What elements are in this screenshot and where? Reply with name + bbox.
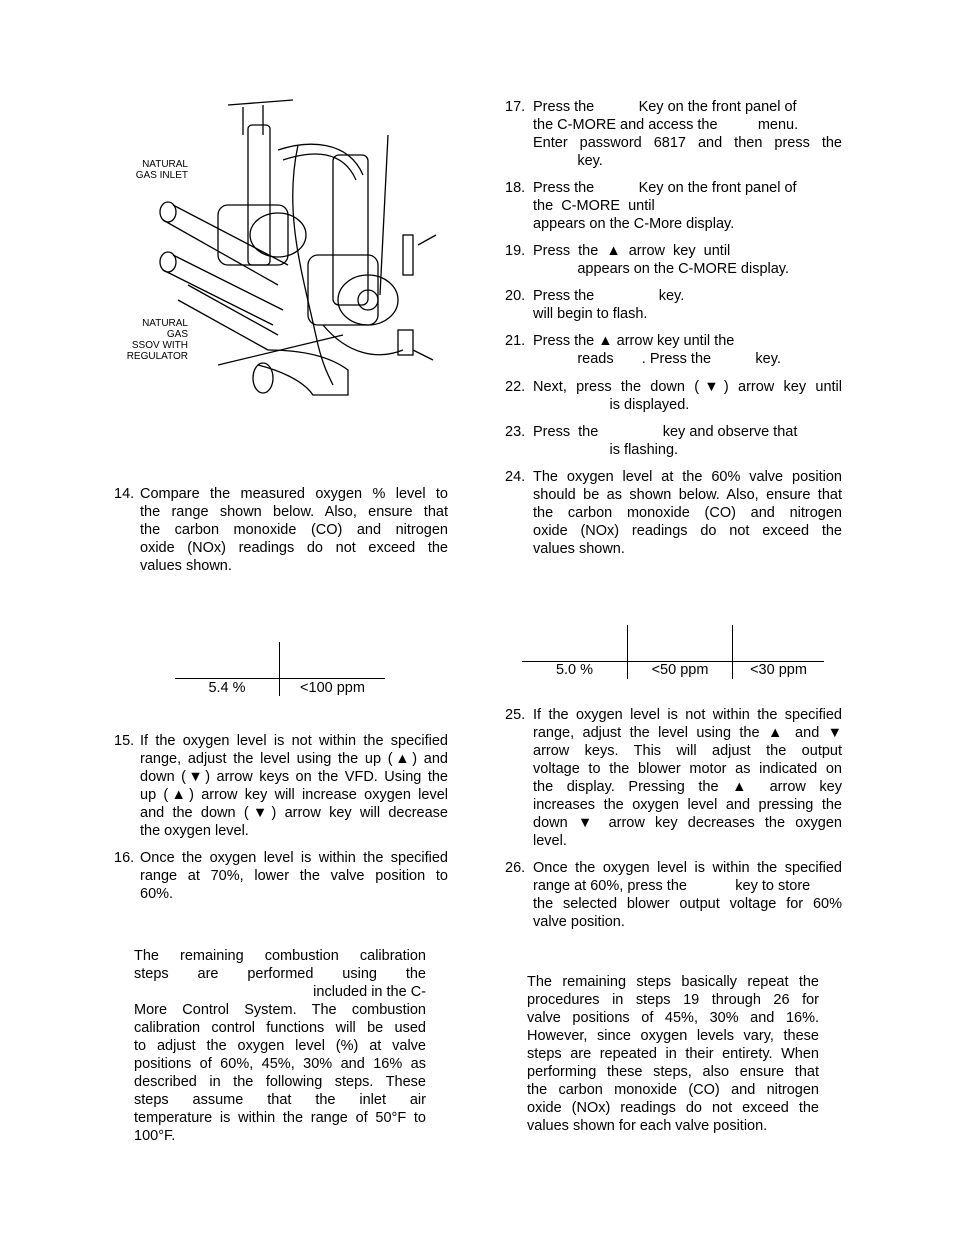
note-left-line: temperature is within the range of 50°F to — [134, 1110, 426, 1126]
note-left-line: calibration control functions will be used — [134, 1020, 426, 1036]
note-left-line: included in the C- — [313, 984, 426, 1000]
step-17-line: the C-MORE and access the menu. — [533, 117, 799, 133]
note-right-line: valve positions of 45%, 30% and 16%. — [527, 1010, 819, 1026]
note-left-line: positions of 60%, 45%, 30% and 16% as — [134, 1056, 426, 1072]
step-25-line: If the oxygen level is not within the specified — [533, 707, 842, 723]
step-26-line: Once the oxygen level is within the specified — [533, 860, 842, 876]
step-26-line: the selected blower output voltage for 60% — [533, 896, 842, 912]
note-right — [527, 973, 819, 1135]
step-21-number: 21. — [505, 333, 526, 349]
step-21-text — [533, 332, 842, 368]
step-18-line: appears on the C-More display. — [533, 216, 735, 232]
step-22-line: Next, press the down (▼) arrow key until — [533, 379, 842, 395]
step-18-text — [533, 179, 842, 233]
note-left-line: to adjust the oxygen level (%) at valve — [134, 1038, 426, 1054]
step-19-number: 19. — [505, 243, 526, 259]
step-25-line: voltage to the blower motor as indicated on — [533, 761, 842, 777]
note-left-line: 100°F. — [134, 1128, 176, 1144]
step-24-line: The oxygen level at the 60% valve position — [533, 469, 842, 485]
step-19-line: appears on the C-MORE display. — [533, 261, 790, 277]
step-15-number: 15. — [114, 733, 135, 749]
note-right-line: the carbon monoxide (CO) and nitrogen — [527, 1082, 819, 1098]
table-cell-oxygen: 5.0 % — [555, 662, 594, 678]
step-24-line: should be as shown below. Also, ensure that — [533, 487, 842, 503]
step-16-line: Once the oxygen level is within the specified — [140, 850, 448, 866]
table-cell-co: <50 ppm — [651, 662, 709, 678]
gas-train-figure — [118, 95, 448, 405]
note-left-line: More Control System. The combustion — [134, 1002, 426, 1018]
step-26-number: 26. — [505, 860, 526, 876]
step-19-line: Press the ▲ arrow key until — [533, 243, 731, 259]
step-20-text — [533, 287, 842, 323]
note-right-line: The remaining steps basically repeat the — [527, 974, 819, 990]
step-16-text — [140, 849, 448, 903]
step-20-number: 20. — [505, 288, 526, 304]
step-16-number: 16. — [114, 850, 135, 866]
step-26-line: range at 60%, press the key to store — [533, 878, 811, 894]
note-right-line: However, since oxygen levels vary, these — [527, 1028, 819, 1044]
note-right-line: oxide (NOx) readings do not exceed the — [527, 1100, 819, 1116]
step-24-number: 24. — [505, 469, 526, 485]
step-14-line: Compare the measured oxygen % level to — [140, 486, 448, 502]
step-23-line: is flashing. — [533, 442, 679, 458]
note-right-line: values shown for each valve position. — [527, 1118, 768, 1134]
step-23-number: 23. — [505, 424, 526, 440]
step-22-number: 22. — [505, 379, 526, 395]
step-25-line: arrow keys. This will adjust the output — [533, 743, 842, 759]
step-24-line: oxide (NOx) readings do not exceed the — [533, 523, 842, 539]
note-left-line: steps assume that the inlet air — [134, 1092, 426, 1108]
step-14-line: values shown. — [140, 558, 232, 574]
step-15-line: the oxygen level. — [140, 823, 249, 839]
step-15-line: and the down (▼) arrow key will decrease — [140, 805, 448, 821]
step-24-text — [533, 468, 842, 558]
step-25-line: down ▼ arrow key decreases the oxygen — [533, 815, 842, 831]
note-right-line: performing these steps, also ensure that — [527, 1064, 819, 1080]
step-25-line: level. — [533, 833, 567, 849]
step-21-line: Press the ▲ arrow key until the — [533, 333, 735, 349]
step-15-line: up (▲) arrow key will increase oxygen level — [140, 787, 448, 803]
step-17-text — [533, 98, 842, 170]
table-cell-nox: <30 ppm — [750, 662, 807, 678]
step-24-line: values shown. — [533, 541, 625, 557]
step-17-line: Press the Key on the front panel of — [533, 99, 797, 115]
step-20-line: Press the key. — [533, 288, 685, 304]
step-18-line: the C-MORE until — [533, 198, 655, 214]
step-18-line: Press the Key on the front panel of — [533, 180, 797, 196]
step-14-number: 14. — [114, 486, 135, 502]
note-right-line: steps are repeated in their entirety. When — [527, 1046, 819, 1062]
step-20-line: will begin to flash. — [533, 306, 648, 322]
oxygen-table-70 — [175, 642, 385, 697]
step-21-line: reads . Press the key. — [533, 351, 781, 367]
step-15-line: range, adjust the level using the up (▲) and — [140, 751, 448, 767]
step-26-line: valve position. — [533, 914, 625, 930]
label-natural-gas-ssov: NATURAL GAS SSOV WITH REGULATOR — [126, 318, 188, 362]
step-14-line: the carbon monoxide (CO) and nitrogen — [140, 522, 448, 538]
step-25-line: range, adjust the level using the ▲ and ▼ — [533, 725, 842, 741]
step-15-text — [140, 732, 448, 840]
step-22-text — [533, 378, 842, 414]
step-15-line: down (▼) arrow keys on the VFD. Using the — [140, 769, 448, 785]
label-natural-gas-inlet: NATURAL GAS INLET — [135, 159, 188, 181]
note-left — [134, 947, 426, 1145]
step-16-line: 60%. — [140, 886, 174, 902]
step-14-text — [140, 485, 448, 575]
table-cell-oxygen: 5.4 % — [208, 680, 246, 696]
step-14-line: oxide (NOx) readings do not exceed the — [140, 540, 448, 556]
step-25-text — [533, 706, 842, 850]
step-17-line: key. — [533, 153, 603, 169]
note-right-line: procedures in steps 19 through 26 for — [527, 992, 819, 1008]
step-25-line: increases the oxygen level and pressing the — [533, 797, 842, 813]
step-25-number: 25. — [505, 707, 526, 723]
table-cell-co: <100 ppm — [300, 680, 365, 696]
step-19-text — [533, 242, 842, 278]
step-24-line: the carbon monoxide (CO) and nitrogen — [533, 505, 842, 521]
note-left-line: The remaining combustion calibration — [134, 948, 426, 964]
step-16-line: range at 70%, lower the valve position to — [140, 868, 448, 884]
step-15-line: If the oxygen level is not within the specified — [140, 733, 448, 749]
step-26-text — [533, 859, 842, 931]
step-17-line: Enter password 6817 and then press the — [533, 135, 842, 151]
step-23-text — [533, 423, 842, 459]
step-25-line: the display. Pressing the ▲ arrow key — [533, 779, 842, 795]
step-17-number: 17. — [505, 99, 526, 115]
step-23-line: Press the key and observe that — [533, 424, 798, 440]
step-14-line: the range shown below. Also, ensure that — [140, 504, 448, 520]
note-left-line: described in the following steps. These — [134, 1074, 426, 1090]
note-left-line: steps are performed using the — [134, 966, 426, 982]
step-18-number: 18. — [505, 180, 526, 196]
step-22-line: is displayed. — [533, 397, 690, 413]
oxygen-table-60 — [522, 625, 824, 680]
